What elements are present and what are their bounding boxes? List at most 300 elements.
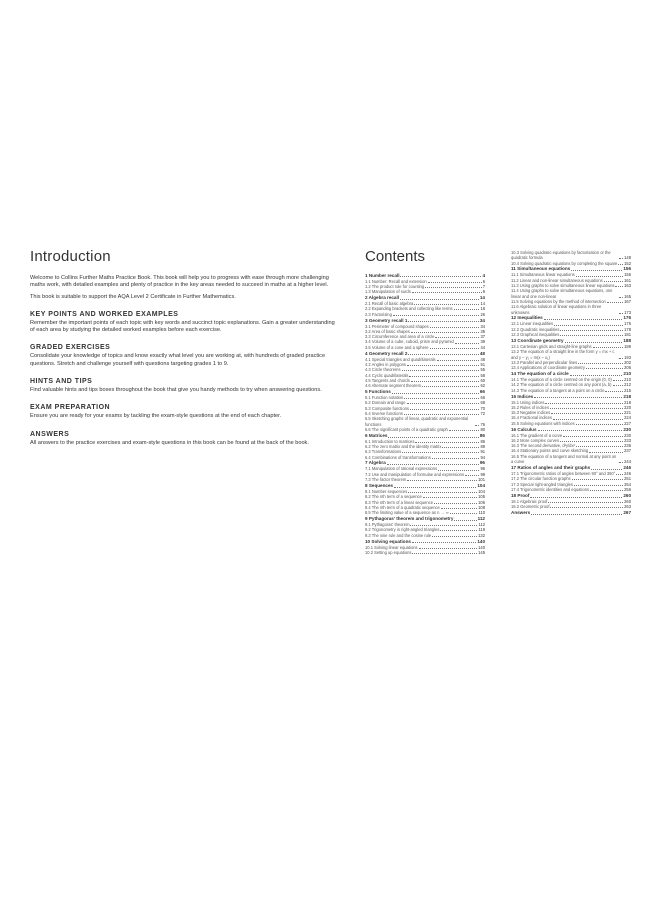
toc-page-number: 119: [478, 527, 485, 533]
toc-entry-title: 7.3 The factor theorem: [365, 477, 407, 483]
toc-entry-title: 9.1 Pythagoras' theorem: [365, 522, 410, 528]
toc-page-number: 76: [480, 421, 485, 427]
toc-page-number: 80: [480, 426, 485, 432]
toc-page-number: 55: [480, 367, 485, 373]
toc-entry-title: 6.2 The zero matrix and the identity matrix: [365, 443, 442, 449]
toc-entry-title: 4.4 Cyclic quadrilaterals: [365, 372, 409, 378]
toc-dot-leader: [432, 458, 480, 459]
toc-dot-leader: [605, 391, 623, 392]
toc-dot-leader: [589, 452, 623, 453]
toc-entry-title: 11 Simultaneous equations: [511, 266, 571, 272]
toc-page-number: 104: [477, 482, 485, 488]
toc-entry-title: 12 Inequalities: [511, 315, 543, 321]
toc-page-number: 89: [480, 443, 485, 449]
toc-dot-leader: [613, 380, 623, 381]
toc-dot-leader: [615, 286, 623, 287]
toc-page-number: 246: [623, 464, 631, 470]
toc-page-number: 60: [480, 377, 485, 383]
toc-entry-title: 13.3 Parallel and perpendicular lines: [511, 359, 578, 365]
toc-dot-leader: [440, 530, 477, 531]
toc-entry-title: 1.2 The product rule for counting: [365, 283, 425, 289]
toc-dot-leader: [578, 363, 623, 364]
toc-entry-title: 5.1 Function notation: [365, 395, 404, 401]
toc-page-number: 48: [479, 350, 485, 356]
toc-dot-leader: [400, 276, 481, 277]
toc-entry-title: 4.6 Alternate segment theorem: [365, 383, 421, 389]
toc-dot-leader: [435, 337, 479, 338]
toc-dot-leader: [387, 464, 479, 465]
toc-page-number: 236: [624, 443, 631, 449]
toc-entry-title: 3.3 Circumference and area of a circle: [365, 334, 435, 340]
toc-entry-title: 4.2 Angles in polygons: [365, 361, 406, 367]
toc-entry-title: 18.1 Algebraic proof: [511, 498, 548, 504]
toc-page-number: 104: [478, 488, 485, 494]
toc-entry-title: 1.1 Number: Recall and extension: [365, 278, 427, 284]
toc-page-number: 244: [624, 459, 631, 465]
toc-page-number: 181: [624, 332, 631, 338]
toc-dot-leader: [419, 548, 478, 549]
toc-entry-title: 3.4 Volume of a cube, cuboid, prism and pyramid: [365, 339, 454, 345]
toc-dot-leader: [423, 497, 477, 498]
toc-entry-title: 14.3 The equation of a tangent at a point on a circle: [511, 387, 605, 393]
toc-entry-title: Answers: [511, 509, 531, 515]
toc-entry-title: 17 Ratios of angles and their graphs: [511, 464, 591, 470]
toc-dot-leader: [591, 469, 622, 470]
toc-page-number: 148: [624, 255, 631, 261]
toc-page-number: 99: [480, 471, 485, 477]
contents-column-left: [365, 272, 485, 555]
toc-entry-title: 5 Functions: [365, 389, 391, 395]
toc-page-number: 263: [624, 504, 631, 510]
toc-entry-title: 4 Geometry recall 2: [365, 350, 408, 356]
toc-entry-title: 13.1 Cartesian grids and straight-line graphs: [511, 343, 592, 349]
toc-entry-title: 15.1 Using indices: [511, 399, 545, 405]
toc-page-number: 105: [478, 494, 485, 500]
toc-dot-leader: [408, 321, 478, 322]
toc-section-entry: [365, 416, 485, 427]
toc-page-number: 218: [623, 393, 631, 399]
section-text-graded-exercises: Consolidate your knowledge of topics and know exactly what level you are working at, with hundreds of graded practice questions. Stretch and challenge yourself with questions targeting grades 1 to 9.: [30, 353, 326, 367]
toc-page-number: 173: [624, 309, 631, 315]
toc-section-entry: [511, 304, 631, 315]
toc-dot-leader: [454, 520, 476, 521]
toc-dot-leader: [407, 365, 479, 366]
toc-page-number: 176: [624, 321, 631, 327]
toc-entry-title: 6.4 Combinations of transformations: [365, 454, 431, 460]
toc-page-number: 254: [624, 481, 631, 487]
toc-entry-title: 16.2 More complex curves: [511, 437, 560, 443]
toc-section-entry: [365, 383, 485, 388]
toc-page-number: 106: [478, 499, 485, 505]
toc-dot-leader: [554, 325, 623, 326]
toc-section-entry: [511, 250, 631, 261]
toc-dot-leader: [593, 347, 624, 348]
toc-page-number: 26: [480, 311, 485, 317]
toc-dot-leader: [404, 414, 480, 415]
toc-page-number: 178: [624, 326, 631, 332]
toc-dot-leader: [434, 503, 477, 504]
toc-page-number: 140: [478, 544, 485, 550]
toc-page-number: 188: [623, 337, 631, 343]
toc-dot-leader: [449, 430, 480, 431]
toc-entry-title: 15 Indices: [511, 393, 534, 399]
toc-page-number: 215: [624, 387, 631, 393]
toc-page-number: 218: [624, 399, 631, 405]
toc-page-number: 230: [624, 432, 631, 438]
toc-dot-leader: [530, 497, 622, 498]
toc-page-number: 237: [624, 448, 631, 454]
toc-section-entry: [511, 454, 631, 465]
toc-page-number: 112: [478, 522, 485, 528]
toc-page-number: 145: [478, 549, 485, 555]
toc-dot-leader: [442, 447, 479, 448]
intro-suitability-text: This book is suitable to support the AQA Level 2 Certificate in Further Mathematics.: [30, 293, 236, 300]
toc-entry-title: 11.2 Linear and non-linear simultaneous equations: [511, 277, 603, 283]
toc-page-number: 161: [624, 277, 631, 283]
toc-entry-title: 16.3 The second derivative, d²y/dx²: [511, 443, 575, 449]
toc-dot-leader: [560, 441, 623, 442]
toc-page-number: 256: [624, 486, 631, 492]
toc-page-number: 202: [624, 359, 631, 365]
toc-page-number: 51: [480, 361, 485, 367]
intro-welcome-text: Welcome to Collins Further Maths Practice Book. This book will help you to progress with ease through more challenging maths work, with detailed examples and plenty of practice in the key areas needed to succeed in maths at a higher level.: [30, 275, 329, 289]
toc-page-number: 66: [479, 389, 485, 395]
toc-dot-leader: [619, 358, 623, 359]
toc-entry-title: 2.1 Recall of basic algebra: [365, 301, 414, 307]
toc-dot-leader: [618, 264, 623, 265]
toc-page-number: 212: [624, 382, 631, 388]
toc-page-number: 210: [624, 377, 631, 383]
toc-page-number: 70: [480, 405, 485, 411]
toc-section-entry: [511, 388, 631, 393]
toc-entry-title: 12.2 Quadratic inequalities: [511, 326, 560, 332]
introduction-title: Introduction: [30, 248, 111, 265]
toc-page-number: 176: [623, 315, 631, 321]
toc-dot-leader: [548, 502, 623, 503]
toc-entry-title: 10.4 Solving quadratic equations by completing the square: [511, 260, 618, 266]
toc-dot-leader: [607, 302, 623, 303]
toc-page-number: 224: [624, 415, 631, 421]
toc-entry-title: 17.2 The circular function graphs: [511, 476, 571, 482]
toc-dot-leader: [570, 375, 623, 376]
toc-page-number: 14: [479, 295, 485, 301]
toc-dot-leader: [544, 319, 623, 320]
toc-dot-leader: [400, 299, 479, 300]
toc-entry-title: 8.4 The nth term of a quadratic sequence: [365, 504, 440, 510]
toc-page-number: 4: [482, 272, 485, 278]
toc-dot-leader: [613, 385, 624, 386]
toc-chapter-entry: [511, 510, 631, 516]
toc-dot-leader: [565, 342, 623, 343]
toc-entry-title: 10.2 Setting up equations: [365, 549, 412, 555]
toc-entry-title: 5.2 Domain and range: [365, 400, 406, 406]
section-text-answers: All answers to the practice exercises and exam-style questions in this book can be found at the back of the book.: [30, 439, 309, 446]
toc-page-number: 7: [482, 283, 485, 289]
toc-dot-leader: [408, 354, 478, 355]
toc-page-number: 62: [480, 383, 485, 389]
section-text-exam-preparation: Ensure you are ready for your exams by tackling the exam-style questions at the end of each chapter.: [30, 413, 282, 420]
toc-page-number: 72: [480, 410, 485, 416]
toc-section-entry: [511, 261, 631, 266]
toc-entry-title: 8.1 Number sequences: [365, 488, 408, 494]
toc-dot-leader: [415, 442, 479, 443]
toc-entry-title: 3.1 Perimeter of compound shapes: [365, 323, 429, 329]
toc-dot-leader: [430, 348, 480, 349]
toc-section-entry: [511, 365, 631, 370]
toc-section-entry: [365, 312, 485, 317]
toc-page-number: 18: [480, 306, 485, 312]
toc-dot-leader: [574, 485, 623, 486]
toc-entry-title: 9 Pythagoras' theorem and trigonometry: [365, 516, 454, 522]
toc-entry-title: 3.2 Area of basic shapes: [365, 328, 410, 334]
toc-page-number: 39: [480, 339, 485, 345]
section-text-hints-and-tips: Find valuable hints and tips boxes throughout the book that give you handy methods to try when answering questions.: [30, 387, 322, 394]
toc-entry-title: 17.4 Trigonometric identities and equations: [511, 486, 590, 492]
toc-entry-title: 17.3 Special right-angled triangles: [511, 481, 573, 487]
toc-section-entry: [365, 477, 485, 482]
toc-entry-title: 2.3 Factorising: [365, 311, 392, 317]
toc-entry-title: 17.1 Trigonometric ratios of angles between 90° and 360°: [511, 470, 616, 476]
toc-entry-title: 10.3 Solving quadratic equations by factorisation or the quadratic formula: [511, 250, 611, 261]
toc-entry-title: 5.3 Composite functions: [365, 405, 409, 411]
toc-dot-leader: [402, 452, 479, 453]
toc-entry-title: 15.4 Fractional indices: [511, 415, 552, 421]
toc-dot-leader: [412, 553, 477, 554]
toc-entry-title: 4.5 Tangents and chords: [365, 377, 410, 383]
toc-entry-title: 18 Proof: [511, 492, 530, 498]
toc-dot-leader: [412, 292, 482, 293]
toc-entry-title: 5.5 Sketching graphs of linear, quadratic and exponential functions: [365, 416, 469, 427]
toc-dot-leader: [432, 536, 477, 537]
toc-dot-leader: [616, 474, 623, 475]
toc-entry-title: 16 Calculus: [511, 426, 537, 432]
toc-page-number: 91: [480, 449, 485, 455]
toc-entry-title: 14 The equation of a circle: [511, 371, 569, 377]
toc-dot-leader: [411, 381, 480, 382]
toc-dot-leader: [590, 490, 623, 491]
toc-entry-title: 12.1 Linear inequalities: [511, 321, 554, 327]
toc-dot-leader: [438, 470, 479, 471]
toc-dot-leader: [455, 343, 480, 344]
toc-dot-leader: [619, 313, 623, 314]
toc-dot-leader: [604, 281, 624, 282]
toc-page-number: 96: [479, 460, 485, 466]
toc-entry-title: 15.5 Solving equations with indices: [511, 420, 575, 426]
toc-page-number: 86: [480, 438, 485, 444]
introduction-section: [30, 248, 335, 451]
toc-section-entry: [365, 550, 485, 555]
toc-dot-leader: [450, 513, 478, 514]
toc-dot-leader: [550, 507, 623, 508]
toc-page-number: 233: [624, 437, 631, 443]
toc-page-number: 34: [480, 323, 485, 329]
toc-dot-leader: [407, 403, 480, 404]
toc-entry-title: 9.2 Trigonometry in right-angled triangles: [365, 527, 440, 533]
toc-entry-title: 11.5 Solving equations by the method of intersection: [511, 298, 606, 304]
toc-dot-leader: [576, 424, 623, 425]
toc-page-number: 96: [480, 466, 485, 472]
toc-entry-title: 16.4 Stationary points and curve sketching: [511, 448, 589, 454]
toc-page-number: 6: [482, 278, 485, 284]
toc-entry-title: 4.3 Circle theorems: [365, 367, 401, 373]
toc-section-entry: [511, 421, 631, 426]
toc-dot-leader: [538, 430, 623, 431]
toc-entry-title: 10 Solving equations: [365, 538, 411, 544]
toc-entry-title: 14.2 The equation of a circle centred on any point (a, b): [511, 382, 612, 388]
toc-entry-title: 2 Algebra recall: [365, 295, 400, 301]
toc-page-number: 48: [480, 356, 485, 362]
toc-section-entry: [511, 487, 631, 492]
toc-entry-title: 11.4 Using graphs to solve simultaneous equations, one linear and one non-linear: [511, 288, 613, 299]
toc-dot-leader: [422, 386, 479, 387]
toc-entry-title: 5.6 The significant points of a quadratic graph: [365, 426, 448, 432]
toc-entry-title: 6 Matrices: [365, 432, 388, 438]
toc-dot-leader: [550, 408, 623, 409]
toc-entry-title: 15.3 Negative indices: [511, 410, 551, 416]
toc-entry-title: 18.2 Geometric proof: [511, 504, 550, 510]
toc-page-number: 210: [623, 371, 631, 377]
toc-dot-leader: [411, 332, 480, 333]
toc-page-number: 132: [478, 532, 485, 538]
toc-entry-title: 3.5 Volume of a cone and a sphere: [365, 344, 429, 350]
toc-dot-leader: [430, 327, 480, 328]
toc-page-number: 58: [480, 372, 485, 378]
toc-dot-leader: [454, 309, 480, 310]
section-heading-key-points: KEY POINTS AND WORKED EXAMPLES: [30, 310, 179, 318]
toc-entry-title: 7.1 Manipulation of rational expressions: [365, 466, 438, 472]
toc-entry-title: 8.2 The nth term of a sequence: [365, 494, 422, 500]
toc-section-entry: [365, 533, 485, 538]
toc-page-number: 86: [479, 432, 485, 438]
contents-title: Contents: [365, 248, 426, 265]
toc-dot-leader: [576, 446, 623, 447]
toc-page-number: 189: [624, 343, 631, 349]
toc-dot-leader: [428, 282, 482, 283]
toc-dot-leader: [404, 398, 479, 399]
toc-entry-title: 4.1 Special triangles and quadrilaterals: [365, 356, 436, 362]
toc-entry-title: 1 Number recall: [365, 272, 400, 278]
toc-dot-leader: [392, 393, 479, 394]
toc-dot-leader: [560, 330, 623, 331]
toc-page-number: 108: [478, 504, 485, 510]
toc-page-number: 9: [482, 289, 485, 295]
toc-section-entry: [365, 510, 485, 515]
toc-dot-leader: [407, 480, 477, 481]
toc-entry-title: 8 Sequences: [365, 482, 394, 488]
toc-page-number: 112: [477, 516, 485, 522]
toc-entry-title: 1.3 Manipulation of surds: [365, 289, 411, 295]
toc-page-number: 193: [624, 354, 631, 360]
toc-section-entry: [511, 504, 631, 509]
toc-dot-leader: [545, 403, 623, 404]
toc-dot-leader: [572, 479, 624, 480]
toc-entry-title: 7 Algebra: [365, 460, 386, 466]
toc-dot-leader: [465, 475, 479, 476]
toc-entry-title: 10.1 Solving linear equations: [365, 544, 418, 550]
toc-page-number: 101: [478, 477, 485, 483]
toc-dot-leader: [551, 413, 623, 414]
toc-dot-leader: [410, 409, 480, 410]
toc-entry-title: 11.3 Using graphs to solve simultaneous linear equations: [511, 283, 615, 289]
toc-dot-leader: [534, 397, 622, 398]
section-heading-graded-exercises: GRADED EXERCISES: [30, 344, 111, 352]
toc-dot-leader: [425, 287, 482, 288]
toc-page-number: 140: [477, 538, 485, 544]
toc-entry-title: 11.6 Algebraic solution of linear equations in three unknowns: [511, 304, 602, 315]
toc-page-number: 227: [624, 420, 631, 426]
toc-page-number: 37: [480, 334, 485, 340]
toc-page-number: 220: [624, 404, 631, 410]
toc-page-number: 165: [624, 293, 631, 299]
toc-dot-leader: [408, 492, 477, 493]
toc-entry-title: 14.1 The equation of a circle centred on the origin (0, 0): [511, 377, 612, 383]
toc-entry-title: 2.2 Expanding brackets and collecting like terms: [365, 306, 453, 312]
toc-entry-title: 9.3 The sine rule and the cosine rule: [365, 532, 432, 538]
toc-page-number: 156: [623, 266, 631, 272]
toc-section-entry: [365, 427, 485, 432]
toc-dot-leader: [393, 315, 480, 316]
toc-dot-leader: [619, 258, 623, 259]
toc-page-number: 206: [624, 365, 631, 371]
toc-entry-title: 5.4 Inverse functions: [365, 410, 403, 416]
toc-section-entry: [511, 332, 631, 337]
toc-page-number: 230: [623, 426, 631, 432]
toc-dot-leader: [388, 437, 478, 438]
toc-entry-title: 16.1 The gradient of a curve: [511, 432, 563, 438]
contents-column-right: [511, 250, 631, 516]
toc-dot-leader: [619, 297, 623, 298]
toc-dot-leader: [563, 436, 623, 437]
section-text-key-points: Remember the important points of each topic with key words and succinct topic explanations. Gain a greater understanding of each area by studying the detailed worked examples before each exercise.: [30, 319, 335, 334]
toc-page-number: 34: [479, 317, 485, 323]
toc-page-number: 14: [480, 301, 485, 307]
toc-entry-title: 16.5 The equation of a tangent and normal at any point on a curve: [511, 453, 617, 465]
toc-entry-title: 7.2 Use and manipulation of formulae and expressions: [365, 471, 464, 477]
toc-page-number: 167: [624, 298, 631, 304]
toc-dot-leader: [412, 542, 476, 543]
toc-page-number: 246: [624, 470, 631, 476]
toc-dot-leader: [619, 462, 623, 463]
toc-dot-leader: [576, 276, 624, 277]
toc-section-entry: [365, 455, 485, 460]
toc-dot-leader: [409, 376, 479, 377]
toc-dot-leader: [410, 525, 477, 526]
toc-entry-title: 13 Coordinate geometry: [511, 337, 564, 343]
toc-page-number: 44: [480, 344, 485, 350]
toc-page-number: 221: [624, 410, 631, 416]
toc-entry-title: 8.3 The nth term of a linear sequence: [365, 499, 433, 505]
toc-dot-leader: [531, 514, 622, 515]
toc-section-entry: [365, 345, 485, 350]
toc-page-number: 163: [624, 283, 631, 289]
toc-page-number: 260: [623, 492, 631, 498]
toc-dot-leader: [394, 487, 476, 488]
toc-entry-title: 11.1 Simultaneous linear equations: [511, 272, 575, 278]
toc-dot-leader: [441, 508, 477, 509]
section-heading-exam-preparation: EXAM PREPARATION: [30, 404, 111, 412]
toc-page-number: 251: [624, 476, 631, 482]
toc-entry-title: 6.1 Introduction to matrices: [365, 438, 415, 444]
toc-dot-leader: [402, 370, 480, 371]
toc-section-entry: [511, 349, 631, 360]
toc-page-number: 66: [480, 395, 485, 401]
section-heading-hints-and-tips: HINTS AND TIPS: [30, 378, 93, 386]
toc-section-entry: [511, 288, 631, 299]
toc-page-number: 156: [624, 272, 631, 278]
toc-page-number: 260: [624, 498, 631, 504]
toc-page-number: 94: [480, 454, 485, 460]
toc-entry-title: 13.2 The equation of a straight line in the form y = mx + c and y – y₁ = m(x – x₁): [511, 349, 615, 360]
